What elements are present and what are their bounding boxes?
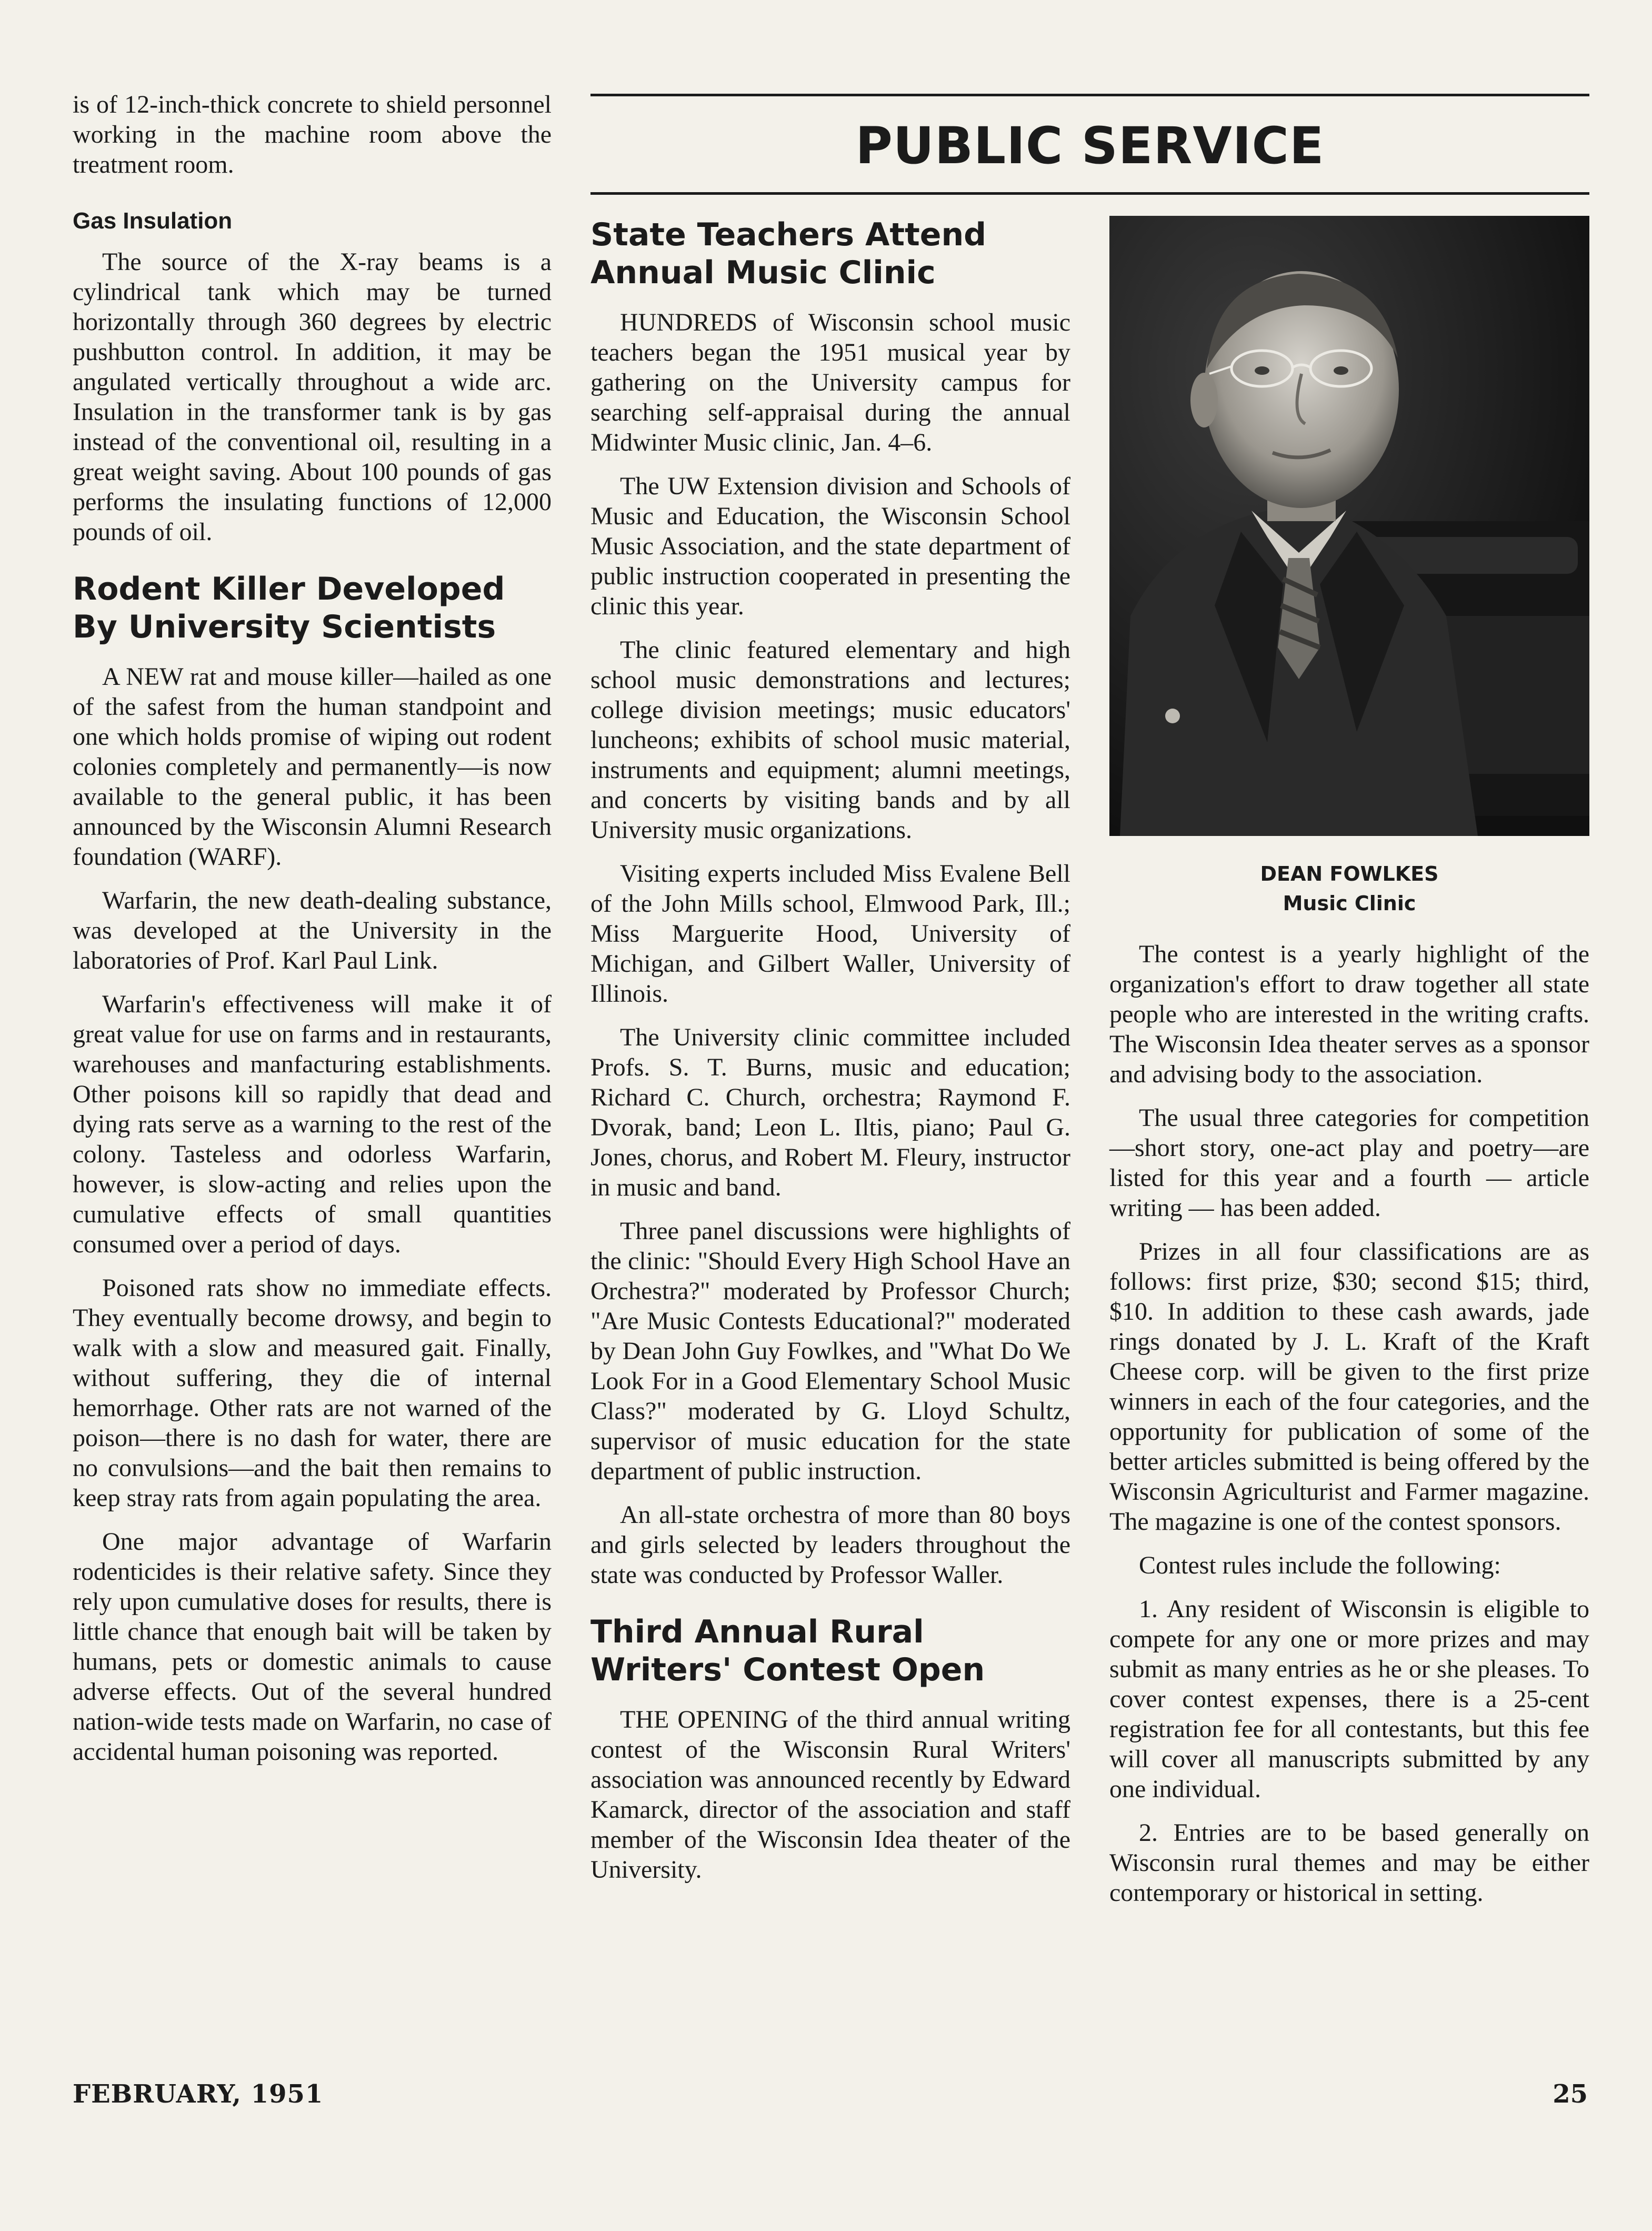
- rodent-paragraph-2: Warfarin, the new death-dealing substance, was developed at the University in the laboratories of Prof. Karl Paul Link.: [73, 887, 552, 974]
- music-paragraph-5: The University clinic committee included Profs. S. T. Burns, music and education; Richard C. Church, orchestra; Raymond F. Dvorak, band; Leon L. Iltis, piano; Paul G. Jones, chorus, and Robert M. Fleury, instructor in music and band.: [590, 1023, 1070, 1201]
- rodent-paragraph-1: A NEW rat and mouse killer—hailed as one of the safest from the human standpoint and one which holds promise of wiping out rodent colonies completely and permanently—is now available to the general public, it has been announced by the Wisconsin Alumni Research foundation (WARF).: [73, 663, 552, 871]
- caption-subtitle: Music Clinic: [1283, 892, 1416, 915]
- footer-date: FEBRUARY, 1951: [73, 2079, 324, 2109]
- writers-contest-headline: Third Annual Rural Writers' Contest Open: [590, 1614, 985, 1688]
- left-column: [73, 89, 552, 1780]
- writers-paragraph-5: Contest rules include the following:: [1139, 1551, 1501, 1579]
- caption-name: DEAN FOWLKES: [1260, 862, 1439, 885]
- rodent-killer-headline: Rodent Killer Developed By University Scientists: [73, 571, 505, 645]
- section-title: PUBLIC SERVICE: [855, 116, 1325, 175]
- rodent-paragraph-4: Poisoned rats show no immediate effects. They eventually become drowsy, and begin to walk with a slow and measured gait. Finally, without suffering, they die of internal hemorrhage. Other rats are not warned of the poison—there is no dash for water, there are no convulsions—and the bait then remains to keep stray rats from again populating the area.: [73, 1274, 552, 1512]
- writers-paragraph-4: Prizes in all four classifications are as follows: first prize, $30; second $15; third, $10. In addition to these cash awards, jade rings donated by J. L. Kraft of the Kraft Cheese corp. will be given to the first prize winners in each of the four categories, and the opportunity for publication of some of the better articles submitted is being offered by the Wisconsin Agriculturist and Farmer magazine. The magazine is one of the contest sponsors.: [1109, 1238, 1589, 1536]
- rodent-paragraph-3: Warfarin's effectiveness will make it of great value for use on farms and in restaurants, warehouses and manfacturing establishments. Other poisons kill so rapidly that dead and dying rats serve as a warning to the rest of the colony. Tasteless and odorless Warfarin, however, is slow-acting and relies upon the cumulative effects of small quantities consumed over a period of days.: [73, 990, 552, 1258]
- writers-paragraph-6: 1. Any resident of Wisconsin is eligible to compete for any one or more prizes and may submit as many entries as he or she pleases. To cover contest expenses, there is a 25-cent registration fee for all contestants, but this fee will cover all manuscripts submitted by any one individual.: [1109, 1595, 1589, 1803]
- middle-column: [590, 216, 1070, 1898]
- music-paragraph-4: Visiting experts included Miss Evalene Bell of the John Mills school, Elmwood Park, Ill.; Miss Marguerite Hood, University of Michigan, and Gilbert Waller, University of Illinois.: [590, 860, 1070, 1008]
- gas-insulation-paragraph: The source of the X-ray beams is a cylindrical tank which may be turned horizontally through 360 degrees by electric pushbutton control. In addition, it may be angulated vertically throughout a wide arc. Insulation in the transformer tank is by gas instead of the conventional oil, resulting in a great weight saving. About 100 pounds of gas performs the insulating functions of 12,000 pounds of oil.: [73, 248, 552, 546]
- rodent-paragraph-5: One major advantage of Warfarin rodenticides is their relative safety. Since they rely upon cumulative doses for results, there is little chance that enough bait will be taken by humans, pets or domestic animals to cause adverse effects. Out of the several hundred nation-wide tests made on Warfarin, no case of accidental human poisoning was reported.: [73, 1528, 552, 1766]
- music-paragraph-6: Three panel discussions were highlights of the clinic: "Should Every High School Have an Orchestra?" moderated by Professor Church; "Are Music Contests Educational?" moderated by Dean John Guy Fowlkes, and "What Do We Look For in a Good Elementary School Music Class?" moderated by G. Lloyd Schultz, supervisor of music education for the state department of public instruction.: [590, 1217, 1070, 1485]
- section-banner: [590, 94, 1589, 195]
- music-clinic-headline: State Teachers Attend Annual Music Clinic: [590, 216, 987, 291]
- writers-paragraph-2: The contest is a yearly highlight of the organization's effort to draw together all state people who are interested in the writing crafts. The Wisconsin Idea theater serves as a sponsor and advising body to the association.: [1109, 940, 1589, 1088]
- writers-paragraph-3: The usual three categories for competition—short story, one-act play and poetry—are listed for this year and a fourth — article writing — has been added.: [1109, 1104, 1589, 1222]
- continued-paragraph: is of 12-inch-thick concrete to shield personnel working in the machine room above the treatment room.: [73, 91, 552, 178]
- photo-caption: [1109, 859, 1589, 918]
- gas-insulation-subheading: Gas Insulation: [73, 208, 233, 234]
- music-paragraph-1: HUNDREDS of Wisconsin school music teachers began the 1951 musical year by gathering on the University campus for searching self-appraisal during the annual Midwinter Music clinic, Jan. 4–6.: [590, 308, 1070, 456]
- portrait-illustration: [1109, 216, 1589, 836]
- music-paragraph-3: The clinic featured elementary and high school music demonstrations and lectures; college division meetings; music educators' luncheons; exhibits of school music material, instruments and equipment; alumni meetings, and concerts by visiting bands and by all University music organizations.: [590, 636, 1070, 844]
- music-paragraph-7: An all-state orchestra of more than 80 boys and girls selected by leaders throughout the state was conducted by Professor Waller.: [590, 1501, 1070, 1589]
- right-column: [1109, 216, 1589, 1921]
- writers-paragraph-7: 2. Entries are to be based generally on Wisconsin rural themes and may be either contemporary or historical in setting.: [1109, 1819, 1589, 1907]
- writers-paragraph-1: THE OPENING of the third annual writing contest of the Wisconsin Rural Writers' association was announced recently by Edward Kamarck, director of the association and staff member of the Wisconsin Idea theater of the University.: [590, 1706, 1070, 1884]
- page-number: 25: [1553, 2079, 1588, 2109]
- music-paragraph-2: The UW Extension division and Schools of Music and Education, the Wisconsin School Music Association, and the state department of public instruction cooperated in presenting the clinic this year.: [590, 472, 1070, 620]
- dean-fowlkes-photo: [1109, 216, 1589, 836]
